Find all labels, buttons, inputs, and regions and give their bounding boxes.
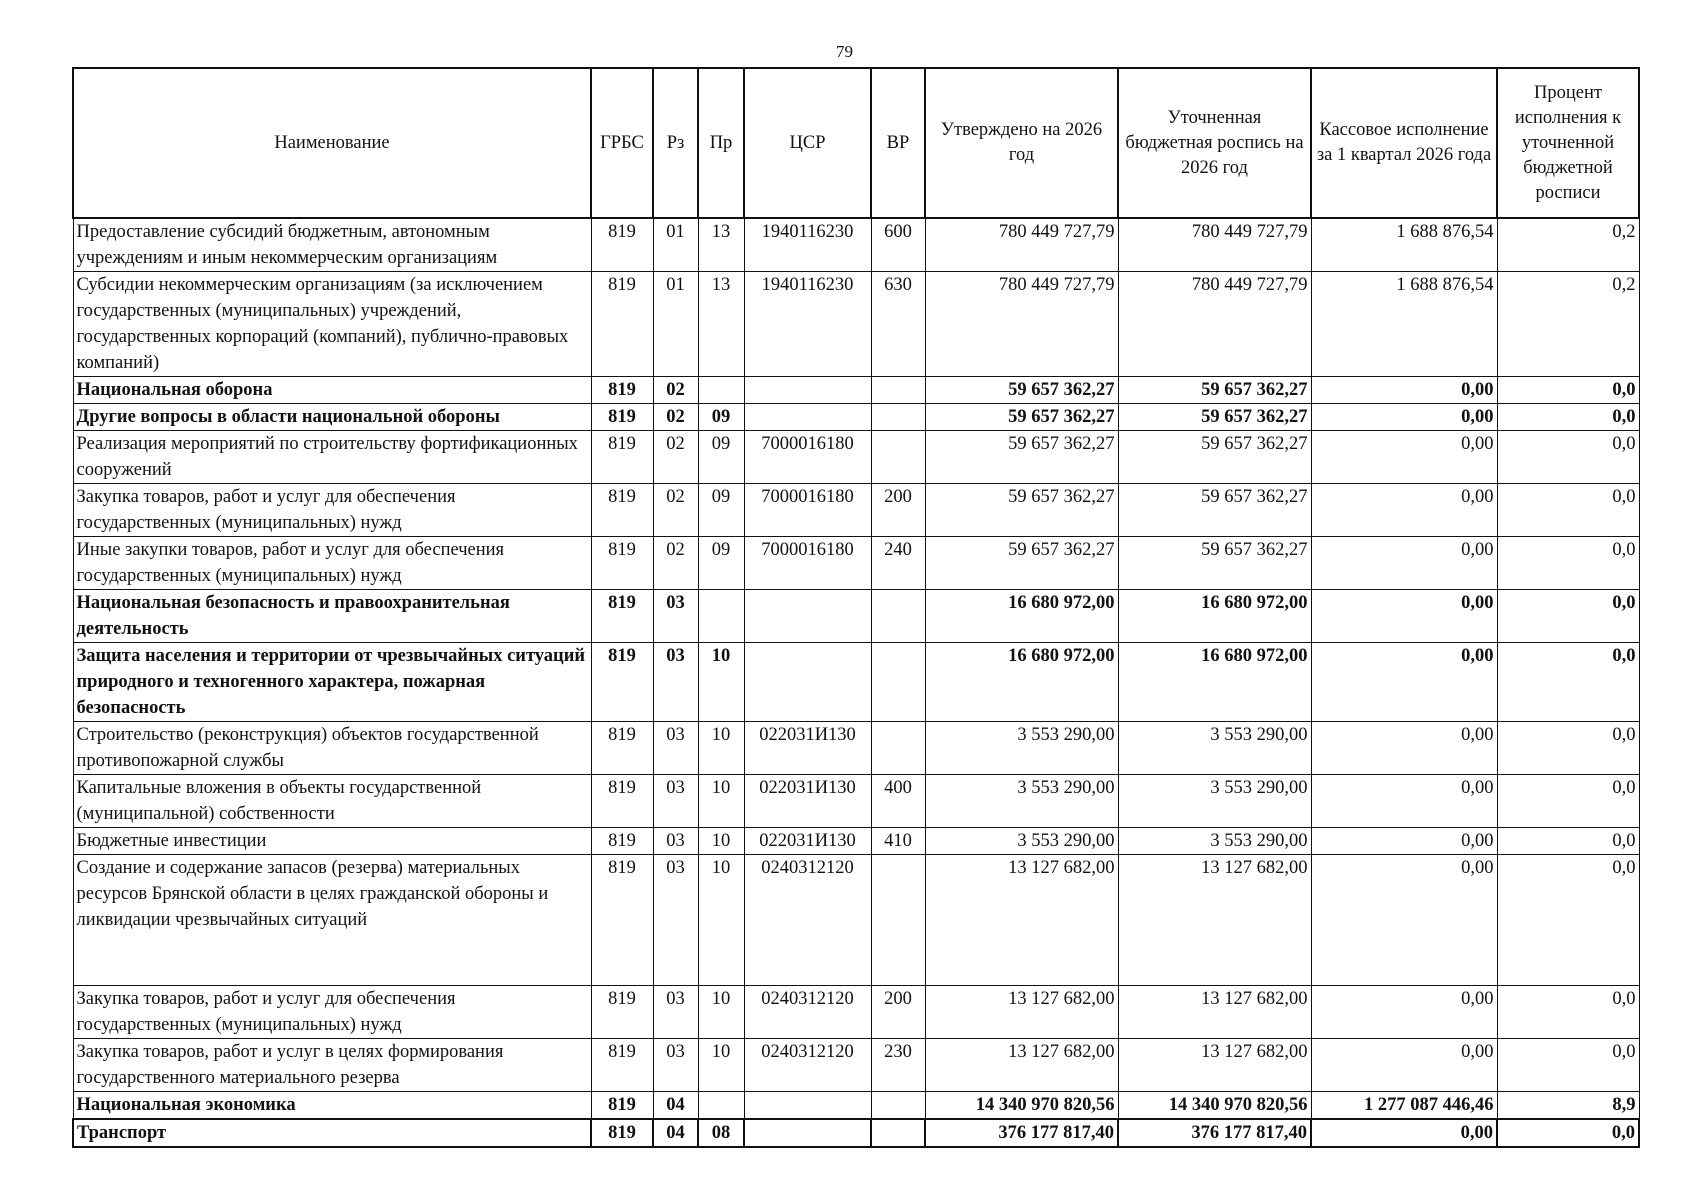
cell-vr: 410 (871, 828, 925, 855)
cell-grbs: 819 (591, 484, 653, 537)
cell-cash: 0,00 (1311, 722, 1497, 775)
cell-rz: 01 (653, 218, 698, 272)
cell-approved: 780 449 727,79 (925, 218, 1118, 272)
cell-cash: 1 688 876,54 (1311, 272, 1497, 377)
cell-pr: 08 (698, 1119, 744, 1147)
table-row (73, 1092, 1639, 1120)
cell-grbs: 819 (591, 431, 653, 484)
table-row (73, 986, 1639, 1039)
header-name: Наименование (73, 68, 591, 218)
cell-csr: 0240312120 (744, 855, 871, 986)
cell-percent: 0,0 (1497, 404, 1639, 431)
header-cash: Кассовое исполнение за 1 квартал 2026 года (1311, 68, 1497, 218)
cell-vr: 230 (871, 1039, 925, 1092)
cell-refined: 13 127 682,00 (1118, 986, 1311, 1039)
cell-grbs: 819 (591, 722, 653, 775)
cell-csr: 022031И130 (744, 722, 871, 775)
cell-name: Создание и содержание запасов (резерва) материальных ресурсов Брянской области в целях гражданской обороны и ликвидации чрезвычайных ситуаций (73, 855, 591, 986)
cell-percent: 0,0 (1497, 775, 1639, 828)
cell-vr (871, 404, 925, 431)
cell-cash: 1 277 087 446,46 (1311, 1092, 1497, 1120)
cell-percent: 0,0 (1497, 431, 1639, 484)
cell-cash: 0,00 (1311, 775, 1497, 828)
cell-name: Субсидии некоммерческим организациям (за исключением государственных (муниципальных) учреждений, государственных корпораций (компаний), публично-правовых компаний) (73, 272, 591, 377)
cell-refined: 376 177 817,40 (1118, 1119, 1311, 1147)
cell-grbs: 819 (591, 828, 653, 855)
cell-rz: 02 (653, 431, 698, 484)
cell-vr (871, 1092, 925, 1120)
cell-refined: 59 657 362,27 (1118, 404, 1311, 431)
cell-pr: 13 (698, 272, 744, 377)
cell-csr (744, 1119, 871, 1147)
cell-approved: 3 553 290,00 (925, 775, 1118, 828)
cell-vr: 400 (871, 775, 925, 828)
cell-grbs: 819 (591, 377, 653, 404)
cell-rz: 03 (653, 1039, 698, 1092)
table-row (73, 218, 1639, 272)
cell-pr: 09 (698, 404, 744, 431)
cell-name: Национальная оборона (73, 377, 591, 404)
cell-grbs: 819 (591, 1039, 653, 1092)
cell-cash: 0,00 (1311, 537, 1497, 590)
cell-name: Закупка товаров, работ и услуг для обеспечения государственных (муниципальных) нужд (73, 484, 591, 537)
cell-cash: 0,00 (1311, 1119, 1497, 1147)
cell-grbs: 819 (591, 643, 653, 722)
cell-percent: 0,0 (1497, 377, 1639, 404)
cell-grbs: 819 (591, 272, 653, 377)
cell-refined: 780 449 727,79 (1118, 218, 1311, 272)
cell-refined: 59 657 362,27 (1118, 431, 1311, 484)
cell-refined: 16 680 972,00 (1118, 590, 1311, 643)
cell-pr (698, 1092, 744, 1120)
cell-csr: 1940116230 (744, 218, 871, 272)
cell-grbs: 819 (591, 218, 653, 272)
cell-grbs: 819 (591, 775, 653, 828)
cell-approved: 13 127 682,00 (925, 855, 1118, 986)
cell-cash: 0,00 (1311, 484, 1497, 537)
table-row (73, 1039, 1639, 1092)
cell-rz: 03 (653, 590, 698, 643)
table-row (73, 404, 1639, 431)
cell-percent: 0,0 (1497, 643, 1639, 722)
header-refined: Уточненная бюджетная роспись на 2026 год (1118, 68, 1311, 218)
cell-rz: 03 (653, 855, 698, 986)
cell-csr: 022031И130 (744, 775, 871, 828)
cell-name: Национальная экономика (73, 1092, 591, 1120)
cell-rz: 03 (653, 828, 698, 855)
cell-name: Капитальные вложения в объекты государственной (муниципальной) собственности (73, 775, 591, 828)
table-row (73, 775, 1639, 828)
cell-pr (698, 377, 744, 404)
cell-pr: 09 (698, 431, 744, 484)
cell-grbs: 819 (591, 537, 653, 590)
cell-csr: 022031И130 (744, 828, 871, 855)
cell-csr: 0240312120 (744, 986, 871, 1039)
cell-vr: 630 (871, 272, 925, 377)
cell-cash: 0,00 (1311, 986, 1497, 1039)
cell-pr: 10 (698, 855, 744, 986)
cell-refined: 3 553 290,00 (1118, 828, 1311, 855)
cell-approved: 59 657 362,27 (925, 377, 1118, 404)
cell-refined: 14 340 970 820,56 (1118, 1092, 1311, 1120)
cell-percent: 0,0 (1497, 986, 1639, 1039)
cell-vr: 200 (871, 986, 925, 1039)
cell-name: Закупка товаров, работ и услуг в целях формирования государственного материального резерва (73, 1039, 591, 1092)
cell-vr (871, 377, 925, 404)
cell-approved: 780 449 727,79 (925, 272, 1118, 377)
cell-csr (744, 1092, 871, 1120)
header-row (73, 68, 1639, 218)
cell-approved: 3 553 290,00 (925, 722, 1118, 775)
cell-name: Предоставление субсидий бюджетным, автономным учреждениям и иным некоммерческим организациям (73, 218, 591, 272)
cell-percent: 0,0 (1497, 590, 1639, 643)
cell-rz: 02 (653, 377, 698, 404)
page-number: 79 (836, 42, 853, 61)
cell-pr: 13 (698, 218, 744, 272)
cell-rz: 03 (653, 775, 698, 828)
cell-percent: 0,2 (1497, 218, 1639, 272)
cell-rz: 03 (653, 986, 698, 1039)
cell-vr (871, 590, 925, 643)
cell-refined: 3 553 290,00 (1118, 775, 1311, 828)
cell-approved: 16 680 972,00 (925, 643, 1118, 722)
cell-percent: 0,0 (1497, 1119, 1639, 1147)
cell-pr: 10 (698, 722, 744, 775)
cell-name: Закупка товаров, работ и услуг для обеспечения государственных (муниципальных) нужд (73, 986, 591, 1039)
cell-pr: 10 (698, 775, 744, 828)
table-row (73, 377, 1639, 404)
cell-vr (871, 431, 925, 484)
header-rz: Рз (653, 68, 698, 218)
cell-grbs: 819 (591, 404, 653, 431)
cell-percent: 0,2 (1497, 272, 1639, 377)
cell-refined: 780 449 727,79 (1118, 272, 1311, 377)
header-approved: Утверждено на 2026 год (925, 68, 1118, 218)
cell-csr: 7000016180 (744, 537, 871, 590)
cell-name: Строительство (реконструкция) объектов государственной противопожарной службы (73, 722, 591, 775)
cell-pr (698, 590, 744, 643)
cell-approved: 3 553 290,00 (925, 828, 1118, 855)
cell-refined: 3 553 290,00 (1118, 722, 1311, 775)
cell-grbs: 819 (591, 1119, 653, 1147)
cell-refined: 13 127 682,00 (1118, 855, 1311, 986)
cell-vr: 200 (871, 484, 925, 537)
header-vr: ВР (871, 68, 925, 218)
cell-csr (744, 590, 871, 643)
header-pr: Пр (698, 68, 744, 218)
cell-percent: 0,0 (1497, 855, 1639, 986)
table-row (73, 643, 1639, 722)
cell-rz: 02 (653, 404, 698, 431)
table-row (73, 590, 1639, 643)
table-row (73, 537, 1639, 590)
cell-approved: 14 340 970 820,56 (925, 1092, 1118, 1120)
cell-percent: 8,9 (1497, 1092, 1639, 1120)
cell-percent: 0,0 (1497, 537, 1639, 590)
cell-refined: 13 127 682,00 (1118, 1039, 1311, 1092)
cell-approved: 59 657 362,27 (925, 484, 1118, 537)
table-body (73, 218, 1639, 1147)
cell-name: Другие вопросы в области национальной обороны (73, 404, 591, 431)
table-row (73, 855, 1639, 986)
cell-csr (744, 404, 871, 431)
cell-pr: 09 (698, 537, 744, 590)
cell-approved: 59 657 362,27 (925, 404, 1118, 431)
cell-grbs: 819 (591, 1092, 653, 1120)
table-row (73, 722, 1639, 775)
cell-rz: 04 (653, 1092, 698, 1120)
cell-rz: 02 (653, 537, 698, 590)
table-row (73, 484, 1639, 537)
cell-name: Реализация мероприятий по строительству фортификационных сооружений (73, 431, 591, 484)
cell-percent: 0,0 (1497, 484, 1639, 537)
cell-name: Транспорт (73, 1119, 591, 1147)
cell-csr: 7000016180 (744, 431, 871, 484)
cell-approved: 59 657 362,27 (925, 431, 1118, 484)
cell-csr (744, 643, 871, 722)
cell-csr: 7000016180 (744, 484, 871, 537)
cell-cash: 0,00 (1311, 431, 1497, 484)
cell-name: Защита населения и территории от чрезвычайных ситуаций природного и техногенного характера, пожарная безопасность (73, 643, 591, 722)
table-row (73, 272, 1639, 377)
cell-rz: 03 (653, 643, 698, 722)
cell-grbs: 819 (591, 855, 653, 986)
cell-csr: 0240312120 (744, 1039, 871, 1092)
cell-pr: 10 (698, 643, 744, 722)
cell-vr (871, 643, 925, 722)
cell-rz: 03 (653, 722, 698, 775)
cell-percent: 0,0 (1497, 828, 1639, 855)
cell-vr (871, 1119, 925, 1147)
cell-vr: 600 (871, 218, 925, 272)
cell-cash: 0,00 (1311, 1039, 1497, 1092)
cell-refined: 59 657 362,27 (1118, 377, 1311, 404)
cell-refined: 59 657 362,27 (1118, 537, 1311, 590)
cell-rz: 01 (653, 272, 698, 377)
cell-vr (871, 855, 925, 986)
cell-pr: 10 (698, 986, 744, 1039)
cell-percent: 0,0 (1497, 722, 1639, 775)
cell-vr: 240 (871, 537, 925, 590)
cell-pr: 10 (698, 828, 744, 855)
cell-grbs: 819 (591, 986, 653, 1039)
cell-approved: 59 657 362,27 (925, 537, 1118, 590)
cell-csr (744, 377, 871, 404)
cell-vr (871, 722, 925, 775)
table-row (73, 828, 1639, 855)
cell-cash: 1 688 876,54 (1311, 218, 1497, 272)
cell-grbs: 819 (591, 590, 653, 643)
cell-cash: 0,00 (1311, 377, 1497, 404)
cell-cash: 0,00 (1311, 643, 1497, 722)
cell-rz: 02 (653, 484, 698, 537)
cell-approved: 13 127 682,00 (925, 1039, 1118, 1092)
cell-cash: 0,00 (1311, 828, 1497, 855)
budget-table (72, 67, 1640, 1148)
cell-approved: 13 127 682,00 (925, 986, 1118, 1039)
cell-csr: 1940116230 (744, 272, 871, 377)
header-csr: ЦСР (744, 68, 871, 218)
cell-refined: 59 657 362,27 (1118, 484, 1311, 537)
cell-cash: 0,00 (1311, 590, 1497, 643)
header-percent: Процент исполнения к уточненной бюджетной росписи (1497, 68, 1639, 218)
cell-approved: 16 680 972,00 (925, 590, 1118, 643)
cell-pr: 09 (698, 484, 744, 537)
cell-percent: 0,0 (1497, 1039, 1639, 1092)
table-row (73, 1119, 1639, 1147)
cell-pr: 10 (698, 1039, 744, 1092)
cell-name: Иные закупки товаров, работ и услуг для обеспечения государственных (муниципальных) нужд (73, 537, 591, 590)
cell-name: Бюджетные инвестиции (73, 828, 591, 855)
cell-cash: 0,00 (1311, 855, 1497, 986)
header-grbs: ГРБС (591, 68, 653, 218)
cell-cash: 0,00 (1311, 404, 1497, 431)
cell-refined: 16 680 972,00 (1118, 643, 1311, 722)
table-row (73, 431, 1639, 484)
cell-approved: 376 177 817,40 (925, 1119, 1118, 1147)
cell-name: Национальная безопасность и правоохранительная деятельность (73, 590, 591, 643)
cell-rz: 04 (653, 1119, 698, 1147)
